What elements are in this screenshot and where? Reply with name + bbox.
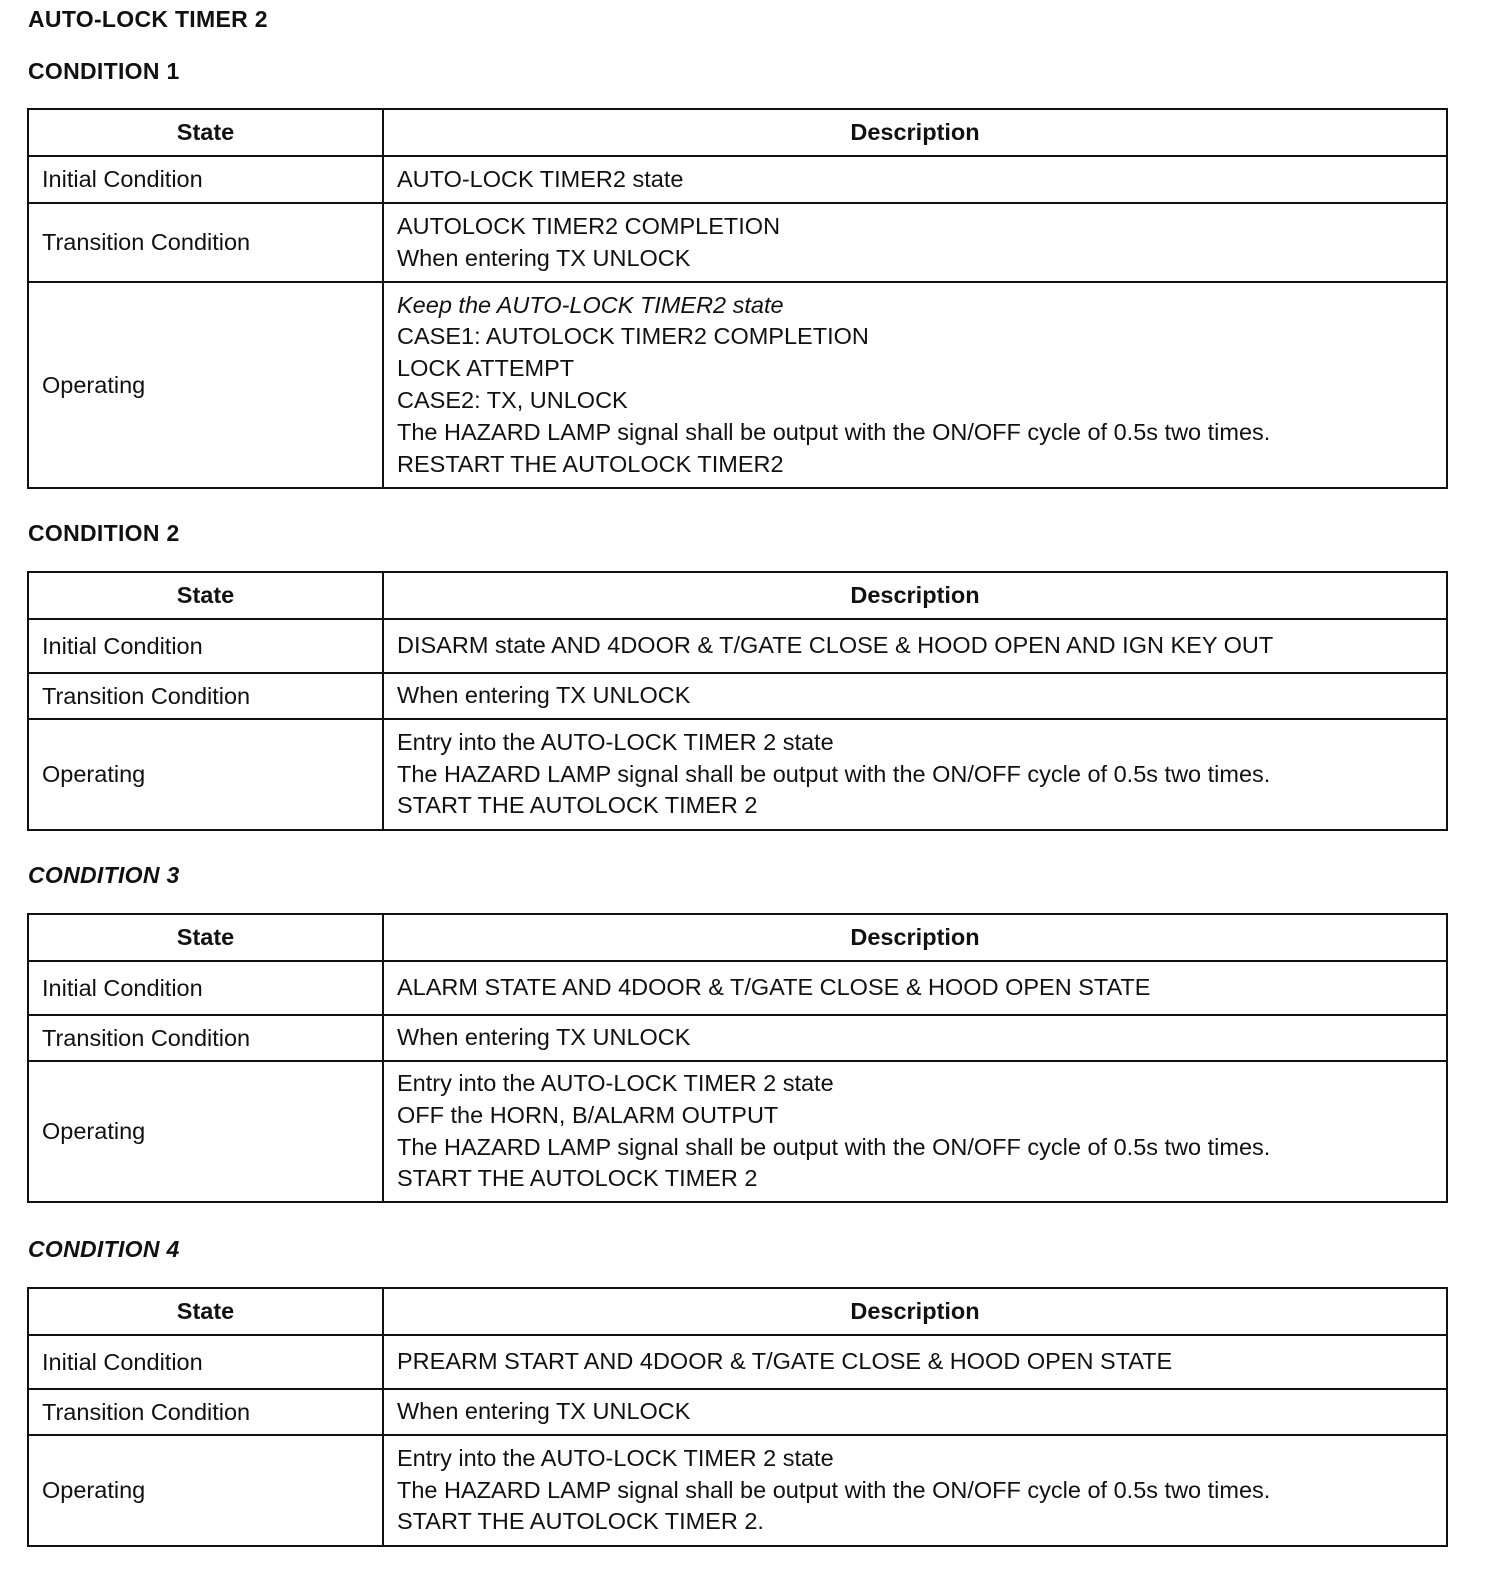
description-line: Entry into the AUTO-LOCK TIMER 2 state [397,728,834,755]
description-line: RESTART THE AUTOLOCK TIMER2 [397,450,784,477]
condition-4-table [27,1287,1448,1547]
description-cell [383,1435,1447,1546]
state-cell: Initial Condition [28,1335,383,1389]
description-column-header: Description [383,109,1447,156]
table-row [28,203,1447,282]
state-cell: Initial Condition [28,156,383,203]
description-line: Entry into the AUTO-LOCK TIMER 2 state [397,1444,834,1471]
state-cell: Operating [28,719,383,830]
description-column-header: Description [383,572,1447,619]
description-line: OFF the HORN, B/ALARM OUTPUT [397,1101,779,1128]
description-line: START THE AUTOLOCK TIMER 2. [397,1508,764,1535]
description-cell [383,719,1447,830]
description-line: PREARM START AND 4DOOR & T/GATE CLOSE & HOOD OPEN STATE [397,1348,1173,1375]
state-column-header: State [28,914,383,961]
description-line: ALARM STATE AND 4DOOR & T/GATE CLOSE & HOOD OPEN STATE [397,974,1151,1001]
state-cell: Transition Condition [28,1015,383,1061]
condition-3-heading: CONDITION 3 [28,862,180,888]
table-row [28,673,1447,719]
description-cell [383,156,1447,203]
description-line: Keep the AUTO-LOCK TIMER2 state [397,291,784,318]
description-line: AUTO-LOCK TIMER2 state [397,165,684,192]
description-cell [383,619,1447,673]
description-cell [383,1335,1447,1389]
description-line: When entering TX UNLOCK [397,1024,691,1051]
table-row [28,1435,1447,1546]
state-cell: Initial Condition [28,961,383,1015]
condition-2-heading: CONDITION 2 [28,520,180,546]
table-header-row [28,1288,1447,1335]
state-cell: Operating [28,1435,383,1546]
state-column-header: State [28,572,383,619]
table-row [28,1389,1447,1435]
table-row [28,1015,1447,1061]
description-line: When entering TX UNLOCK [397,1398,691,1425]
description-line: The HAZARD LAMP signal shall be output with the ON/OFF cycle of 0.5s two times. [397,760,1271,787]
table-header-row [28,914,1447,961]
document-title: AUTO-LOCK TIMER 2 [28,6,268,32]
description-line: CASE1: AUTOLOCK TIMER2 COMPLETION [397,323,869,350]
state-column-header: State [28,1288,383,1335]
description-line: START THE AUTOLOCK TIMER 2 [397,1165,758,1192]
description-line: DISARM state AND 4DOOR & T/GATE CLOSE & HOOD OPEN AND IGN KEY OUT [397,632,1274,659]
description-line: LOCK ATTEMPT [397,355,575,382]
table-row [28,961,1447,1015]
description-column-header: Description [383,914,1447,961]
condition-2-table [27,571,1448,831]
description-cell [383,1015,1447,1061]
table-row [28,156,1447,203]
condition-1-table [27,108,1448,489]
description-cell [383,203,1447,282]
description-line: CASE2: TX, UNLOCK [397,387,628,413]
description-cell [383,1061,1447,1202]
table-row [28,619,1447,673]
state-cell: Initial Condition [28,619,383,673]
condition-1-heading: CONDITION 1 [28,58,180,84]
description-line: START THE AUTOLOCK TIMER 2 [397,792,758,819]
description-line: The HAZARD LAMP signal shall be output with the ON/OFF cycle of 0.5s two times. [397,1133,1271,1160]
condition-4-heading: CONDITION 4 [28,1236,180,1262]
state-cell: Transition Condition [28,673,383,719]
state-cell: Transition Condition [28,1389,383,1435]
description-line: The HAZARD LAMP signal shall be output with the ON/OFF cycle of 0.5s two times. [397,1476,1271,1503]
table-row [28,1061,1447,1202]
table-header-row [28,572,1447,619]
table-row [28,719,1447,830]
state-cell: Transition Condition [28,203,383,282]
description-line: The HAZARD LAMP signal shall be output with the ON/OFF cycle of 0.5s two times. [397,418,1271,445]
description-line: Entry into the AUTO-LOCK TIMER 2 state [397,1069,834,1096]
state-cell: Operating [28,282,383,488]
description-cell [383,961,1447,1015]
state-cell: Operating [28,1061,383,1202]
table-row [28,1335,1447,1389]
table-row [28,282,1447,488]
description-cell [383,1389,1447,1435]
description-line: AUTOLOCK TIMER2 COMPLETION [397,212,781,239]
description-line: When entering TX UNLOCK [397,682,691,709]
state-column-header: State [28,109,383,156]
description-column-header: Description [383,1288,1447,1335]
condition-3-table [27,913,1448,1203]
description-cell [383,282,1447,488]
description-line: When entering TX UNLOCK [397,244,691,271]
description-cell [383,673,1447,719]
table-header-row [28,109,1447,156]
